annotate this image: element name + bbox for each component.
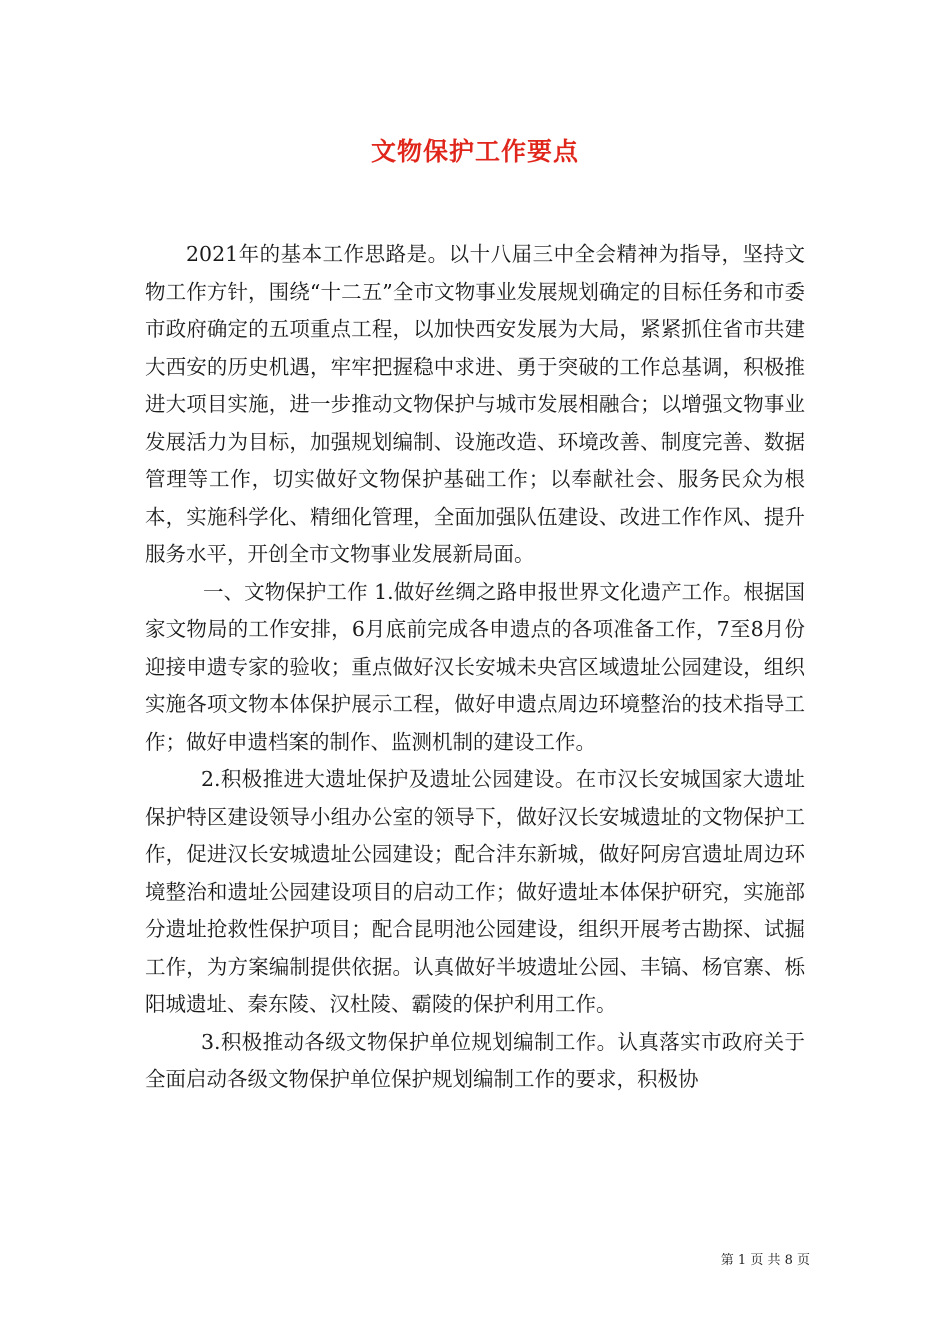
- paragraph-item-2: 2.积极推进大遗址保护及遗址公园建设。在市汉长安城国家大遗址保护特区建设领导小组办公室的领导下，做好汉长安城遗址的文物保护工作，促进汉长安城遗址公园建设；配合沣东新城，做好阿房宫遗址周边环境整治和遗址公园建设项目的启动工作；做好遗址本体保护研究，实施部分遗址抢救性保护项目；配合昆明池公园建设，组织开展考古勘探、试掘工作，为方案编制提供依据。认真做好半坡遗址公园、丰镐、杨官寨、栎阳城遗址、秦东陵、汉杜陵、霸陵的保护利用工作。: [145, 767, 805, 1016]
- paragraph-intro: 2021年的基本工作思路是。以十八届三中全会精神为指导，坚持文物工作方针，围绕“十二五”全市文物事业发展规划确定的目标任务和市委市政府确定的五项重点工程，以加快西安发展为大局，紧紧抓住省市共建大西安的历史机遇，牢牢把握稳中求进、勇于突破的工作总基调，积极推进大项目实施，进一步推动文物保护与城市发展相融合；以增强文物事业发展活力为目标，加强规划编制、设施改造、环境改善、制度完善、数据管理等工作，切实做好文物保护基础工作；以奉献社会、服务民众为根本，实施科学化、精细化管理，全面加强队伍建设、改进工作作风、提升服务水平，开创全市文物事业发展新局面。: [145, 242, 805, 566]
- document-body: [145, 236, 805, 1099]
- page-title: 文物保护工作要点: [370, 137, 579, 166]
- paragraph-section-1: 一、文物保护工作 1.做好丝绸之路申报世界文化遗产工作。根据国家文物局的工作安排，6月底前完成各申遗点的各项准备工作，7至8月份迎接申遗专家的验收；重点做好汉长安城未央宫区域遗址公园建设，组织实施各项文物本体保护展示工程，做好申遗点周边环境整治的技术指导工作；做好申遗档案的制作、监测机制的建设工作。: [145, 579, 805, 754]
- paragraph-item-3: 3.积极推动各级文物保护单位规划编制工作。认真落实市政府关于全面启动各级文物保护单位保护规划编制工作的要求，积极协: [145, 1029, 805, 1091]
- page-number-footer: 第 1 页 共 8 页: [720, 1253, 810, 1268]
